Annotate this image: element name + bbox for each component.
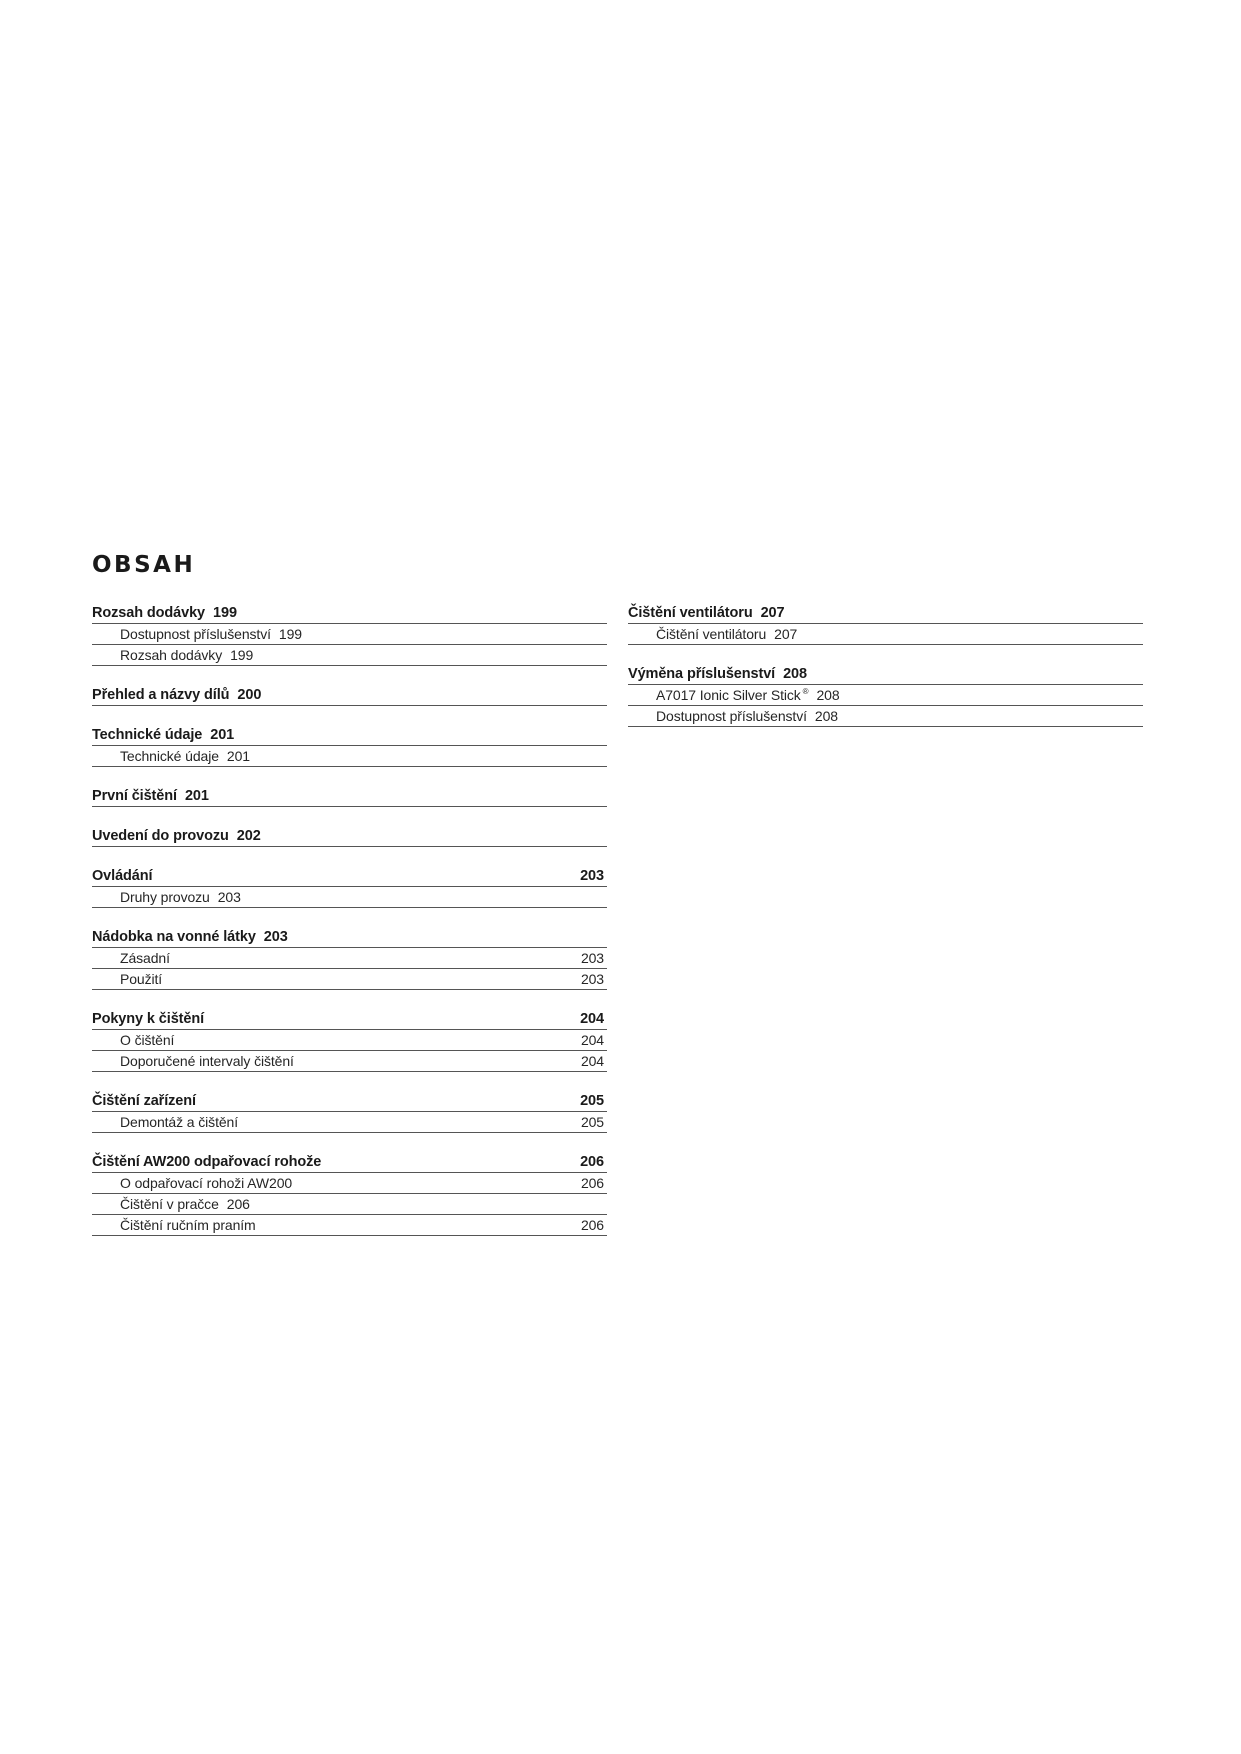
toc-page-number: 199 (230, 647, 254, 663)
toc-entry-label: Výměna příslušenství (628, 666, 776, 682)
toc-section (628, 603, 1143, 645)
toc-page-number: 203 (580, 971, 604, 987)
toc-page-number: 208 (816, 687, 840, 703)
toc-section (92, 826, 607, 847)
toc-section (628, 664, 1143, 727)
toc-entry-label: Přehled a názvy dílů (92, 687, 230, 703)
toc-entry-text (92, 686, 261, 705)
toc-entry-text (120, 1031, 174, 1050)
toc-entry-label: Dostupnost příslušenství (656, 708, 807, 724)
toc-entry-label: Čištění AW200 odpařovací rohože (92, 1154, 322, 1170)
toc-entry-text (656, 625, 797, 644)
toc-section-heading[interactable] (92, 1009, 607, 1030)
toc-entry-text (92, 1153, 321, 1172)
toc-entry-label: Použití (120, 971, 163, 987)
toc-section (92, 1009, 607, 1072)
toc-entry-label: Rozsah dodávky (120, 647, 223, 663)
toc-entry-text (656, 707, 838, 726)
toc-entry-text (120, 888, 241, 907)
toc-subentry[interactable] (92, 1030, 607, 1051)
toc-entry-text (120, 949, 170, 968)
toc-page-number: 201 (184, 788, 209, 804)
toc-page-number: 201 (210, 727, 235, 743)
toc-entry-text (120, 1113, 238, 1132)
toc-entry-text (92, 604, 237, 623)
toc-entry-label: O odpařovací rohoži AW200 (120, 1175, 293, 1191)
toc-entry-label: Rozsah dodávky (92, 605, 206, 621)
toc-page-number: 202 (236, 828, 261, 844)
toc-page-number: 208 (814, 708, 838, 724)
toc-entry-label: Doporučené intervaly čištění (120, 1053, 294, 1069)
toc-entry-label: Nádobka na vonné látky (92, 929, 256, 945)
registered-mark: ® (802, 687, 809, 696)
toc-page-number: 207 (760, 605, 785, 621)
toc-entry-label: Technické údaje (120, 748, 219, 764)
toc-page-number: 199 (213, 605, 237, 621)
toc-section (92, 603, 607, 666)
toc-entry-label: Druhy provozu (120, 889, 210, 905)
page-title: OBSAH (92, 552, 196, 578)
toc-entry-text (92, 867, 152, 886)
toc-section-heading[interactable] (628, 664, 1143, 685)
toc-entry-label: Čištění v pračce (120, 1196, 219, 1212)
toc-entry-label: Ovládání (92, 868, 153, 884)
toc-subentry[interactable] (92, 624, 607, 645)
toc-section-heading[interactable] (92, 927, 607, 948)
toc-entry-label: Pokyny k čištění (92, 1011, 205, 1027)
toc-section (92, 685, 607, 706)
toc-entry-text (120, 747, 250, 766)
toc-entry-text (628, 604, 785, 623)
toc-entry-text (92, 726, 234, 745)
toc-page-number: 201 (226, 748, 250, 764)
toc-entry-label: A7017 Ionic Silver Stick (656, 687, 801, 703)
toc-entry-label: Zásadní (120, 950, 170, 966)
toc-subentry[interactable] (92, 969, 607, 990)
toc-subentry[interactable] (628, 685, 1143, 706)
toc-entry-text (92, 827, 261, 846)
toc-entry-text (92, 787, 209, 806)
toc-entry-label: Dostupnost příslušenství (120, 626, 271, 642)
toc-page-number: 204 (580, 1011, 604, 1027)
toc-page-number: 206 (226, 1196, 250, 1212)
toc-section-heading[interactable] (628, 603, 1143, 624)
toc-subentry[interactable] (628, 624, 1143, 645)
toc-page-number: 204 (580, 1032, 604, 1048)
toc-page-number: 206 (580, 1175, 604, 1191)
toc-section-heading[interactable] (92, 685, 607, 706)
toc-page-number: 205 (580, 1114, 604, 1130)
toc-entry-text (120, 970, 162, 989)
toc-page-number: 206 (580, 1154, 604, 1170)
toc-section-heading[interactable] (92, 603, 607, 624)
toc-entry-text (628, 665, 807, 684)
toc-right-column (628, 603, 1143, 746)
toc-section-heading[interactable] (92, 725, 607, 746)
toc-entry-label: Čištění ručním praním (120, 1217, 256, 1233)
toc-page-number: 203 (263, 929, 288, 945)
toc-page-number: 203 (580, 950, 604, 966)
toc-page-number: 203 (217, 889, 241, 905)
toc-section (92, 927, 607, 990)
toc-entry-text (656, 686, 840, 705)
toc-page-number: 205 (580, 1093, 604, 1109)
toc-page-number: 204 (580, 1053, 604, 1069)
toc-page-number: 203 (580, 868, 604, 884)
toc-entry-text (120, 646, 253, 665)
toc-entry-label: První čištění (92, 788, 177, 804)
toc-entry-label: Čištění ventilátoru (656, 626, 767, 642)
toc-subentry[interactable] (628, 706, 1143, 727)
toc-entry-label: Demontáž a čištění (120, 1114, 239, 1130)
toc-section (92, 1091, 607, 1133)
toc-entry-text (120, 625, 302, 644)
toc-subentry[interactable] (92, 887, 607, 908)
toc-section (92, 786, 607, 807)
toc-page-number: 206 (580, 1217, 604, 1233)
toc-section-heading[interactable] (92, 826, 607, 847)
toc-entry-text (120, 1052, 294, 1071)
toc-subentry[interactable] (92, 1215, 607, 1236)
toc-entry-label: Čištění zařízení (92, 1093, 196, 1109)
toc-entry-label: O čištění (120, 1032, 175, 1048)
toc-section-heading[interactable] (92, 866, 607, 887)
toc-subentry[interactable] (92, 645, 607, 666)
toc-section-heading[interactable] (92, 1091, 607, 1112)
toc-entry-label: Čištění ventilátoru (628, 605, 753, 621)
toc-entry-text (120, 1174, 292, 1193)
toc-section (92, 725, 607, 767)
toc-section (92, 1152, 607, 1236)
toc-subentry[interactable] (92, 1051, 607, 1072)
toc-entry-text (92, 928, 288, 947)
toc-left-column (92, 603, 607, 1255)
toc-section-heading[interactable] (92, 786, 607, 807)
toc-entry-text (120, 1195, 250, 1214)
toc-section-heading[interactable] (92, 1152, 607, 1173)
toc-subentry[interactable] (92, 1173, 607, 1194)
toc-entry-label: Technické údaje (92, 727, 203, 743)
toc-entry-text (92, 1010, 204, 1029)
toc-subentry[interactable] (92, 1194, 607, 1215)
toc-subentry[interactable] (92, 948, 607, 969)
toc-page-number: 207 (774, 626, 798, 642)
toc-entry-text (92, 1092, 196, 1111)
toc-entry-label: Uvedení do provozu (92, 828, 229, 844)
toc-page-number: 208 (783, 666, 807, 682)
toc-subentry[interactable] (92, 1112, 607, 1133)
toc-section (92, 866, 607, 908)
toc-subentry[interactable] (92, 746, 607, 767)
toc-page-number: 199 (278, 626, 302, 642)
toc-page-number: 200 (237, 687, 262, 703)
toc-entry-text (120, 1216, 256, 1235)
